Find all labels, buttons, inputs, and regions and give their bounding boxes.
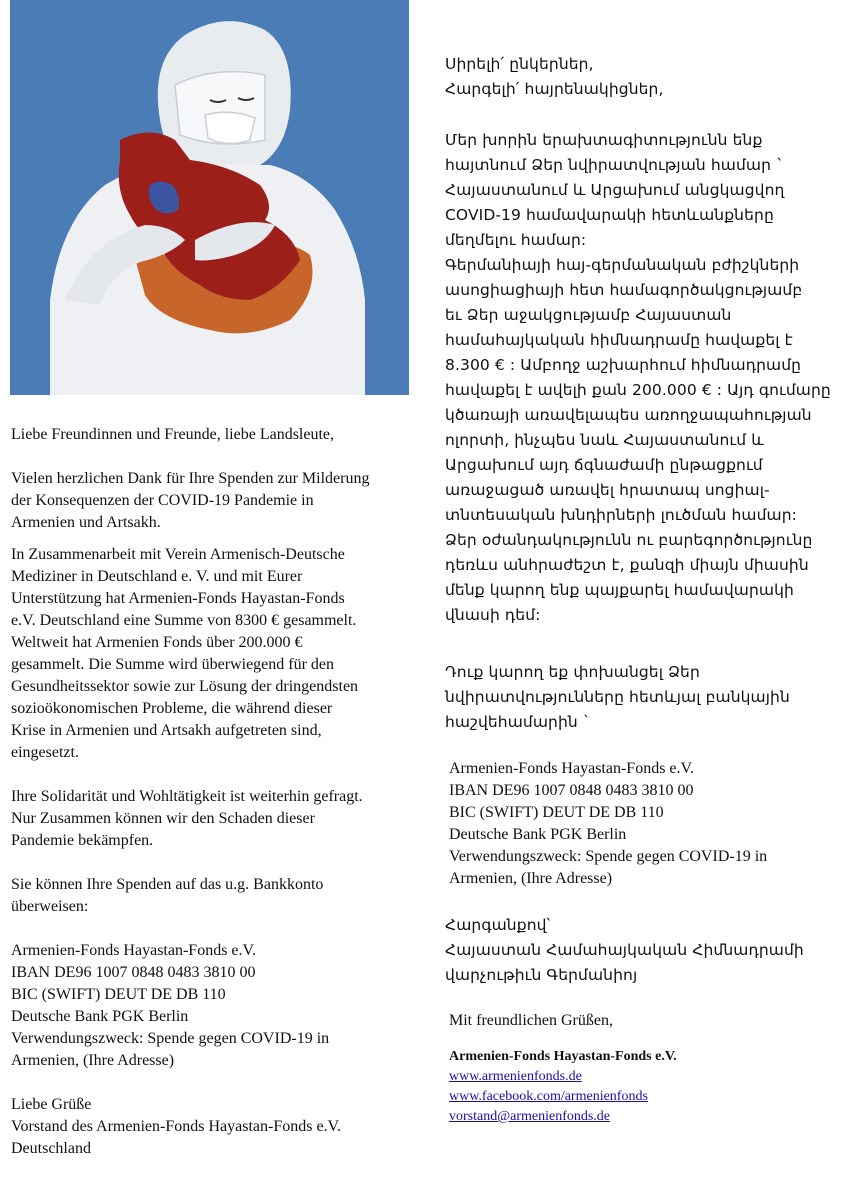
german-thanks: Vielen herzlichen Dank für Ihre Spenden zur Milderung der Konsequenzen der COVID-19 Pandemie in Armenien und Artsakh.: [11, 470, 370, 531]
email-link[interactable]: vorstand@armenienfonds.de: [449, 1109, 611, 1124]
german-regards: Mit freundlichen Grüßen,: [449, 1012, 613, 1029]
armenian-greeting: Սիրելի՛ ընկերներ, Հարգելի՛ հայրենակիցներ,: [445, 55, 664, 98]
german-greeting: Liebe Freundinnen und Freunde, liebe Landsleute,: [11, 426, 335, 443]
german-bank-details: Armenien-Fonds Hayastan-Fonds e.V. IBAN DE96 1007 0848 0483 3810 00 BIC (SWIFT) DEUT DE DB 110 Deutsche Bank PGK Berlin Verwendungszweck: Spende gegen COVID-19 in Armenien, (Ihre Adresse): [11, 942, 330, 1069]
website-link[interactable]: www.armenienfonds.de: [449, 1069, 582, 1084]
armenian-body: Մեր խորին երախտագիտությունն ենք հայտնում Ձեր նվիրատվության համար ` Հայաստանում և Արցախում անցկացվող COVID-19 համավարակի հետևանքները մեղմելու համար: Գերմանիայի հայ-գերմանական բժիշկների ասոցիացիայի հետ համագործակցությամբ եւ Ձեր աջակցությամբ Հայաստան համահայկական հիմնադրամը հավաքել է 8.300 € : Ամբողջ աշխարհում հիմնադրամը հավաքել է ավելի քան 200.000 € : Այդ գումարը կծառայի առավելապես առողջապահության ոլորտի, ինչպես նաև Հայաստանում և Արցախում այդ ճգնաժամի ընթացքում առաջացած առավել հրատապ սոցիալ- տնտեսական խնդիրների լուծման համար: Ձեր օժանդակությունն ու բարեգործությունը դեռևս անհրաժեշտ է, քանզի միայն միասին մենք կարող ենք պայքարել համավարակի վնասի դեմ:: [445, 131, 831, 624]
mask: [205, 112, 255, 143]
german-body: In Zusammenarbeit mit Verein Armenisch-Deutsche Mediziner in Deutschland e. V. und mit Eurer Unterstützung hat Armenien-Fonds Hayastan-Fonds e.V. Deutschland eine Summe von 8300 € gesammelt. Weltweit hat Armenien Fonds über 200.000 € gesammelt. Die Summe wird überwiegend für den Gesundheitssektor sowie zur Lösung der dringendsten sozioökonomischen Probleme, die während dieser Krise in Armenien und Artsakh aufgetreten sind, eingesetzt.: [11, 546, 359, 761]
doctor-hugging-map-illustration: [10, 0, 409, 395]
german-transfer: Sie können Ihre Spenden auf das u.g. Bankkonto überweisen:: [11, 876, 324, 915]
armenian-bank-details: Armenien-Fonds Hayastan-Fonds e.V. IBAN DE96 1007 0848 0483 3810 00 BIC (SWIFT) DEUT DE DB 110 Deutsche Bank PGK Berlin Verwendungszweck: Spende gegen COVID-19 in Armenien, (Ihre Adresse): [449, 760, 768, 887]
german-closing: Liebe Grüße Vorstand des Armenien-Fonds Hayastan-Fonds e.V. Deutschland: [11, 1096, 342, 1157]
signature-block: [449, 1047, 849, 1127]
facebook-link[interactable]: www.facebook.com/armenienfonds: [449, 1089, 648, 1104]
illustration-svg: [10, 0, 409, 395]
armenian-transfer: Դուք կարող եք փոխանցել Ձեր նվիրատվությունները հետևյալ բանկային հաշվեհամարին `: [445, 663, 790, 731]
german-letter: [11, 424, 411, 1160]
armenian-regards: Հարգանքով՝ Հայաստան Համահայկական Հիմնադրամի վարչութիւն Գերմանիոյ: [445, 916, 804, 984]
org-name: Armenien-Fonds Hayastan-Fonds e.V.: [449, 1049, 677, 1064]
german-solidarity: Ihre Solidarität und Wohltätigkeit ist weiterhin gefragt. Nur Zusammen können wir den Schaden dieser Pandemie bekämpfen.: [11, 788, 363, 849]
